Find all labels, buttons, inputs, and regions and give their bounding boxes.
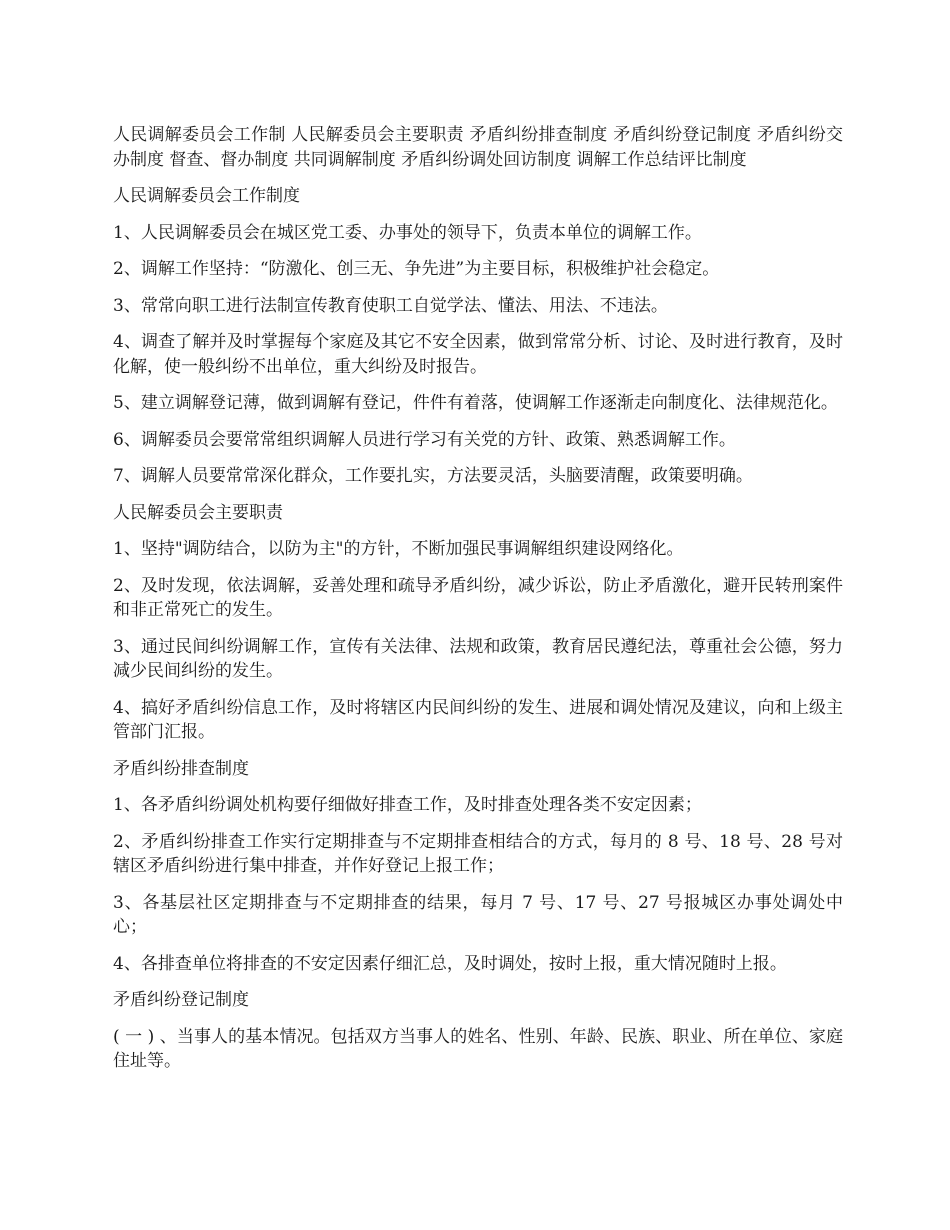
section-heading: 人民调解委员会工作制度 <box>113 186 300 206</box>
section-item: 7、调解人员要常常深化群众，工作要扎实，方法要灵活，头脑要清醒，政策要明确。 <box>113 466 753 486</box>
section-item: 2、矛盾纠纷排查工作实行定期排查与不定期排查相结合的方式，每月的 8 号、18 号、28 号对辖区矛盾纠纷进行集中排查，并作好登记上报工作； <box>113 831 843 876</box>
section-item: 2、及时发现，依法调解，妥善处理和疏导矛盾纠纷，减少诉讼，防止矛盾激化，避开民转刑案件和非正常死亡的发生。 <box>113 575 843 620</box>
section-item: 4、调查了解并及时掌握每个家庭及其它不安全因素，做到常常分析、讨论、及时进行教育，及时化解，使一般纠纷不出单位，重大纠纷及时报告。 <box>113 332 843 377</box>
section-item: 1、坚持"调防结合，以防为主"的方针，不断加强民事调解组织建设网络化。 <box>113 539 684 559</box>
section-item: 6、调解委员会要常常组织调解人员进行学习有关党的方针、政策、熟悉调解工作。 <box>113 429 736 450</box>
section-heading: 人民解委员会主要职责 <box>113 502 283 523</box>
section-item: 3、通过民间纠纷调解工作，宣传有关法律、法规和政策，教育居民遵纪法，尊重社会公德，努力减少民间纠纷的发生。 <box>113 636 843 681</box>
section-heading: 矛盾纠纷排查制度 <box>113 758 249 779</box>
section-item: 3、常常向职工进行法制宣传教育使职工自觉学法、懂法、用法、不违法。 <box>113 295 668 316</box>
document-body <box>113 123 843 1086</box>
section-item: 4、各排查单位将排查的不安定因素仔细汇总，及时调处，按时上报，重大情况随时上报。 <box>113 953 787 974</box>
section-item: 1、各矛盾纠纷调处机构要仔细做好排查工作，及时排查处理各类不安定因素； <box>113 795 702 815</box>
section-item: 4、搞好矛盾纠纷信息工作，及时将辖区内民间纠纷的发生、进展和调处情况及建议，向和上级主管部门汇报。 <box>113 697 843 742</box>
section-heading: 矛盾纠纷登记制度 <box>113 990 249 1010</box>
section-item: 5、建立调解登记薄，做到调解有登记，件件有着落，使调解工作逐渐走向制度化、法律规范化。 <box>113 393 838 413</box>
section-item: 3、各基层社区定期排查与不定期排查的结果，每月 7 号、17 号、27 号报城区办事处调处中心； <box>113 892 843 937</box>
section-item: 1、人民调解委员会在城区党工委、办事处的领导下，负责本单位的调解工作。 <box>113 222 702 243</box>
section-item: 2、调解工作坚持：“防激化、创三无、争先进”为主要目标，积极维护社会稳定。 <box>113 259 720 279</box>
section-item: ( 一 ) 、当事人的基本情况。包括双方当事人的姓名、性别、年龄、民族、职业、所在单位、家庭住址等。 <box>113 1026 843 1071</box>
intro-paragraph: 人民调解委员会工作制 人民解委员会主要职责 矛盾纠纷排查制度 矛盾纠纷登记制度 矛盾纠纷交办制度 督查、督办制度 共同调解制度 矛盾纠纷调处回访制度 调解工作总结评比制度 <box>113 125 843 170</box>
